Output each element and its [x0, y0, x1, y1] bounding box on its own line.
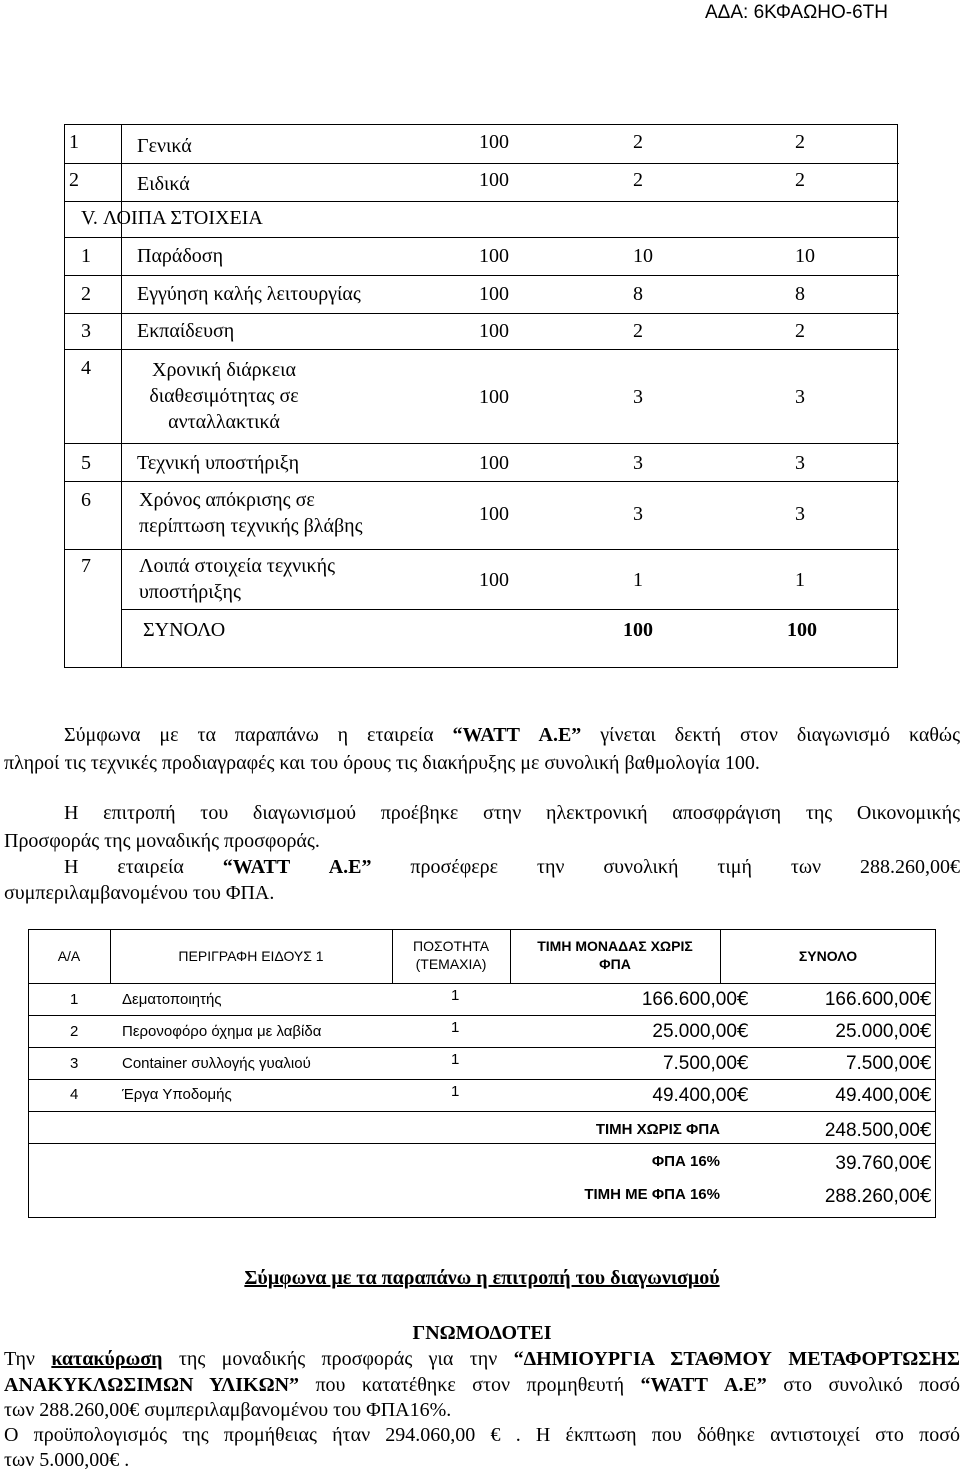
total-score: 100 [787, 619, 817, 641]
item-unit-price: 49.400,00€ [652, 1084, 749, 1106]
item-unit-price: 25.000,00€ [652, 1020, 749, 1042]
acceptance-paragraph-line2: πληροί τις τεχνικές προδιαγραφές και του όρους τις διακήρυξης με συνολική βαθμολογία 100. [4, 752, 760, 774]
item-quantity: 1 [451, 987, 460, 1004]
max-score: 100 [479, 320, 509, 342]
section-heading: V. ΛΟΙΠΑ ΣΤΟΙΧΕΙΑ [81, 207, 263, 229]
weight: 3 [633, 386, 643, 408]
max-score: 100 [479, 245, 509, 267]
offer-table [28, 929, 936, 1217]
header-quantity: ΠΟΣΟΤΗΤΑ (ΤΕΜΑΧΙΑ) [412, 938, 490, 972]
criterion-label: Γενικά [137, 135, 192, 157]
committee-heading: Σύμφωνα με τα παραπάνω η επιτροπή του διαγωνισμού [244, 1267, 720, 1289]
score: 8 [795, 283, 805, 305]
subtotal-label: ΤΙΜΗ ΧΩΡΙΣ ΦΠΑ [595, 1121, 720, 1138]
score: 3 [795, 503, 805, 525]
row-number: 7 [81, 555, 91, 577]
header-total: ΣΥΝΟΛΟ [798, 948, 858, 964]
criterion-label: Τεχνική υποστήριξη [137, 452, 300, 474]
row-number: 6 [81, 489, 91, 511]
opening-paragraph-line2: Προσφοράς της μοναδικής προσφοράς. [4, 830, 320, 852]
row-number: 2 [69, 169, 79, 191]
criterion-label: Λοιπά στοιχεία τεχνικής υποστήριξης [139, 555, 335, 603]
item-unit-price: 7.500,00€ [662, 1052, 749, 1074]
criterion-label: Ειδικά [137, 173, 190, 195]
decision-line3: των 288.260,00€ συμπεριλαμβανομένου του ΦΠΑ16%. [4, 1399, 452, 1421]
criterion-label: Εκπαίδευση [137, 320, 235, 342]
item-unit-price: 166.600,00€ [641, 988, 749, 1010]
item-quantity: 1 [451, 1019, 460, 1036]
score: 1 [795, 569, 805, 591]
score: 2 [795, 320, 805, 342]
total-label: ΣΥΝΟΛΟ [143, 619, 226, 641]
item-quantity: 1 [451, 1051, 460, 1068]
max-score: 100 [479, 283, 509, 305]
weight: 3 [633, 452, 643, 474]
max-score: 100 [479, 131, 509, 153]
score: 10 [795, 245, 815, 267]
max-score: 100 [479, 452, 509, 474]
grand-total-value: 288.260,00€ [824, 1185, 932, 1207]
score: 3 [795, 452, 805, 474]
weight: 8 [633, 283, 643, 305]
subtotal-value: 248.500,00€ [824, 1119, 932, 1141]
weight: 3 [633, 503, 643, 525]
item-description: Έργα Υποδομής [122, 1086, 232, 1103]
weight: 10 [633, 245, 653, 267]
acceptance-paragraph-line1: Σύμφωνα με τα παραπάνω η εταιρεία “WATT Α.Ε” γίνεται δεκτή στον διαγωνισμό καθώς [64, 724, 960, 746]
ada-code: ΑΔΑ: 6ΚΦΑΩΗΟ-6ΤΗ [705, 2, 888, 23]
item-total: 25.000,00€ [835, 1020, 932, 1042]
criterion-label: Χρόνος απόκρισης σε περίπτωση τεχνικής βλάβης [139, 489, 363, 537]
weight: 2 [633, 169, 643, 191]
row-number: 4 [81, 357, 91, 379]
price-paragraph-line1: Η εταιρεία “WATT Α.Ε” προσέφερε την συνολική τιμή των 288.260,00€ [64, 856, 960, 878]
score: 2 [795, 131, 805, 153]
item-number: 2 [70, 1023, 79, 1040]
max-score: 100 [479, 569, 509, 591]
item-description: Container συλλογής γυαλιού [122, 1055, 311, 1072]
item-total: 7.500,00€ [845, 1052, 932, 1074]
budget-line2: των 5.000,00€ . [4, 1449, 130, 1471]
score: 3 [795, 386, 805, 408]
row-number: 1 [81, 245, 91, 267]
opening-paragraph-line1: Η επιτροπή του διαγωνισμού προέβηκε στην ηλεκτρονική αποσφράγιση της Οικονομικής [64, 802, 960, 824]
price-paragraph-line2: συμπεριλαμβανομένου του ΦΠΑ. [4, 882, 275, 904]
vat-label: ΦΠΑ 16% [651, 1153, 720, 1170]
row-number: 3 [81, 320, 91, 342]
row-number: 5 [81, 452, 91, 474]
max-score: 100 [479, 503, 509, 525]
item-number: 4 [70, 1086, 79, 1103]
criterion-label: Εγγύηση καλής λειτουργίας [137, 283, 361, 305]
header-aa: Α/Α [57, 948, 81, 964]
header-unit-price: ΤΙΜΗ ΜΟΝΑΔΑΣ ΧΩΡΙΣ ΦΠΑ [537, 938, 693, 972]
decision-line2: ΑΝΑΚΥΚΛΩΣΙΜΩΝ ΥΛΙΚΩΝ” που κατατέθηκε στον προμηθευτή “WATT Α.Ε” στο συνολικό ποσό [4, 1374, 960, 1396]
weight: 2 [633, 131, 643, 153]
item-total: 166.600,00€ [824, 988, 932, 1010]
weight: 2 [633, 320, 643, 342]
score: 2 [795, 169, 805, 191]
vat-value: 39.760,00€ [835, 1152, 932, 1174]
verdict-heading: ΓΝΩΜΟΔΟΤΕΙ [412, 1322, 552, 1344]
item-total: 49.400,00€ [835, 1084, 932, 1106]
criterion-label: Παράδοση [137, 245, 224, 267]
item-description: Περονοφόρο όχημα με λαβίδα [122, 1023, 322, 1040]
item-number: 1 [70, 991, 79, 1008]
max-score: 100 [479, 386, 509, 408]
decision-line1: Την κατακύρωση της μοναδικής προσφοράς για την “ΔΗΜΙΟΥΡΓΙΑ ΣΤΑΘΜΟΥ ΜΕΤΑΦΟΡΤΩΣΗΣ [4, 1348, 960, 1370]
item-quantity: 1 [451, 1083, 460, 1100]
evaluation-table [64, 124, 898, 668]
item-number: 3 [70, 1055, 79, 1072]
max-score: 100 [479, 169, 509, 191]
grand-total-label: ΤΙΜΗ ΜΕ ΦΠΑ 16% [584, 1186, 720, 1203]
criterion-label: Χρονική διάρκεια διαθεσιμότητας σε ανταλλακτικά [149, 359, 299, 433]
row-number: 2 [81, 283, 91, 305]
item-description: Δεματοποιητής [122, 991, 222, 1008]
weight: 1 [633, 569, 643, 591]
header-description: ΠΕΡΙΓΡΑΦΗ ΕΙΔΟΥΣ 1 [178, 948, 324, 964]
row-number: 1 [69, 131, 79, 153]
total-weight: 100 [623, 619, 653, 641]
budget-line1: Ο προϋπολογισμός της προμήθειας ήταν 294.060,00 € . Η έκπτωση που δόθηκε αντιστοιχεί στο ποσό [4, 1424, 960, 1446]
